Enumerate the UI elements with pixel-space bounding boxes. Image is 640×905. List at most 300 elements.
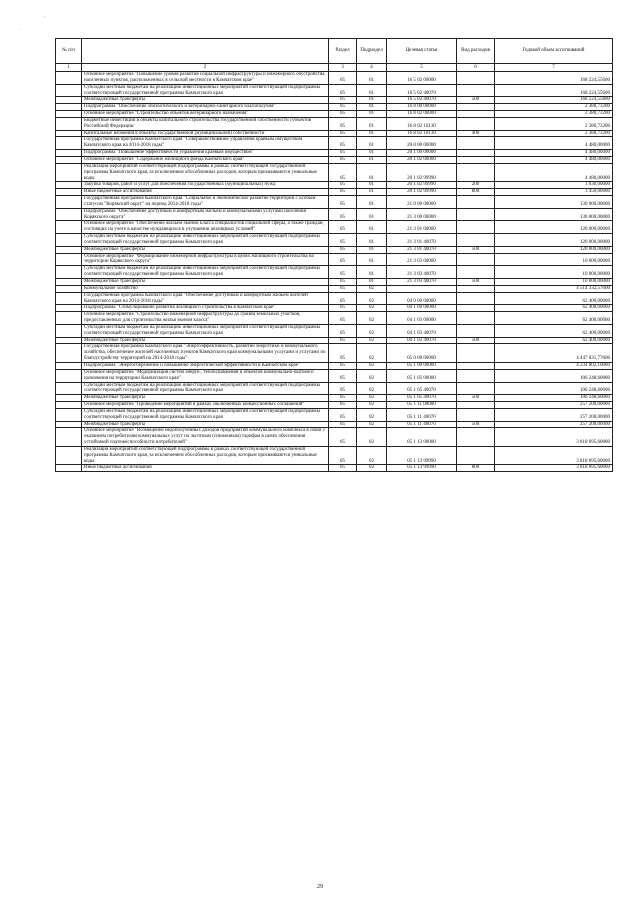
row-podrazdel-cell: 01: [357, 279, 387, 286]
row-razdel-cell: 05: [329, 421, 357, 428]
row-number-cell: [56, 208, 82, 221]
row-podrazdel-cell: 01: [357, 221, 387, 234]
row-csr-cell: 20 1 02 99990: [387, 189, 457, 196]
table-row: [56, 292, 613, 305]
row-csr-cell: 05 1 11 40070: [387, 421, 457, 428]
row-name-cell: Капитальные вложения в объекты государственной (муниципальной) собственности: [82, 130, 329, 137]
row-podrazdel-cell: 02: [357, 305, 387, 312]
row-podrazdel-cell: 02: [357, 362, 387, 369]
row-number-cell: [56, 312, 82, 325]
row-sum-cell: 10 000,00000: [495, 253, 613, 266]
row-vr-cell: [457, 408, 495, 421]
row-razdel-cell: 05: [329, 465, 357, 472]
row-csr-cell: 05 1 05 40070: [387, 382, 457, 395]
table-row: [56, 246, 613, 253]
row-podrazdel-cell: 01: [357, 163, 387, 182]
row-sum-cell: 4 480,00000: [495, 137, 613, 150]
header-name: [82, 39, 329, 64]
row-csr-cell: 04 1 03 40070: [387, 324, 457, 337]
row-csr-cell: 21 3 03 00000: [387, 253, 457, 266]
row-podrazdel-cell: 01: [357, 84, 387, 97]
row-sum-cell: 257 200,00000: [495, 421, 613, 428]
row-sum-cell: 4 480,00000: [495, 156, 613, 163]
table-row: [56, 150, 613, 157]
header-csr: Целевая статья: [387, 39, 457, 64]
row-vr-cell: [457, 156, 495, 163]
row-number-cell: [56, 369, 82, 382]
row-razdel-cell: 05: [329, 312, 357, 325]
row-name-cell: Подпрограмма "Обеспечение эпизоотического и ветеринарно-санитарного благополучия": [82, 104, 329, 111]
row-csr-cell: 05 1 05 40070: [387, 395, 457, 402]
row-name-cell: Субсидии местным бюджетам на реализацию инвестиционных мероприятий соответствующей подпрограммы соответствующей государственной программы Камчатского края: [82, 408, 329, 421]
row-podrazdel-cell: 02: [357, 428, 387, 447]
row-razdel-cell: 05: [329, 344, 357, 363]
row-vr-cell: [457, 104, 495, 111]
row-csr-cell: 16 5 02 00000: [387, 72, 457, 85]
row-vr-cell: 400: [457, 130, 495, 137]
row-csr-cell: 21 0 00 00000: [387, 196, 457, 209]
table-row: [56, 421, 613, 428]
row-razdel-cell: 05: [329, 182, 357, 189]
row-csr-cell: 04 1 03 00000: [387, 312, 457, 325]
header-razdel: Раздел: [329, 39, 357, 64]
table-row: [56, 111, 613, 118]
row-vr-cell: 500: [457, 97, 495, 104]
row-number-cell: [56, 362, 82, 369]
row-podrazdel-cell: 01: [357, 104, 387, 111]
row-vr-cell: 500: [457, 337, 495, 344]
row-razdel-cell: 05: [329, 189, 357, 196]
row-name-cell: Субсидии местным бюджетам на реализацию инвестиционных мероприятий соответствующей подпрограммы соответствующей государственной программы Камчатского края: [82, 84, 329, 97]
row-razdel-cell: 05: [329, 84, 357, 97]
row-name-cell: Государственная программа Камчатского края "Социальное и экономическое развитие территории с особым статусом "Корякский округ" на период 2014-2018 годы": [82, 196, 329, 209]
row-vr-cell: [457, 324, 495, 337]
table-row: [56, 84, 613, 97]
row-razdel-cell: 05: [329, 279, 357, 286]
table-row: [56, 163, 613, 182]
row-csr-cell: 21 3 03 40070: [387, 279, 457, 286]
table-row: [56, 446, 613, 465]
header-podrazdel: Подраздел: [357, 39, 387, 64]
row-csr-cell: 20 1 02 99990: [387, 182, 457, 189]
header-num: № п/п: [56, 39, 82, 64]
row-sum-cell: 2 380,73200: [495, 104, 613, 111]
row-podrazdel-cell: 01: [357, 208, 387, 221]
row-podrazdel-cell: 01: [357, 189, 387, 196]
row-podrazdel-cell: 01: [357, 137, 387, 150]
row-name-cell: Основное мероприятие "Формирование инженерной инфраструктуры в целях жилищного строительства на территории Корякского округа": [82, 253, 329, 266]
row-razdel-cell: 05: [329, 221, 357, 234]
scan-mark: ·: [44, 14, 46, 20]
row-vr-cell: [457, 402, 495, 409]
row-razdel-cell: 05: [329, 408, 357, 421]
row-sum-cell: 106 248,60000: [495, 395, 613, 402]
row-vr-cell: [457, 362, 495, 369]
row-name-cell: Иные бюджетные ассигнования: [82, 465, 329, 472]
row-vr-cell: [457, 253, 495, 266]
row-vr-cell: 800: [457, 465, 495, 472]
row-vr-cell: [457, 234, 495, 247]
row-podrazdel-cell: 02: [357, 382, 387, 395]
row-sum-cell: 130 000,00000: [495, 196, 613, 209]
budget-table: [55, 38, 613, 472]
row-podrazdel-cell: 01: [357, 72, 387, 85]
row-name-cell: Субсидии местным бюджетам на реализацию инвестиционных мероприятий соответствующей подпрограммы соответствующей государственной программы Камчатского края: [82, 266, 329, 279]
header-number: 4: [357, 64, 387, 72]
row-sum-cell: 257 200,00000: [495, 408, 613, 421]
table-row: [56, 279, 613, 286]
row-name-cell: Основное мероприятие "Проведение мероприятий в рамках заключенных концессионных соглашений": [82, 402, 329, 409]
table-row: [56, 465, 613, 472]
row-name-cell: Основное мероприятие "Повышение уровня развития социальной инфраструктуры и инженерного обустройства населенных пунктов, расположенных в сельской местности в Камчатском крае": [82, 72, 329, 85]
table-row: [56, 234, 613, 247]
row-sum-cell: 130 000,00000: [495, 208, 613, 221]
row-sum-cell: 120 000,00000: [495, 234, 613, 247]
row-number-cell: [56, 163, 82, 182]
row-podrazdel-cell: 02: [357, 408, 387, 421]
table-row: [56, 137, 613, 150]
row-podrazdel-cell: 02: [357, 369, 387, 382]
row-razdel-cell: 05: [329, 362, 357, 369]
row-podrazdel-cell: 01: [357, 111, 387, 118]
row-razdel-cell: 05: [329, 395, 357, 402]
row-csr-cell: 21 3 01 40070: [387, 234, 457, 247]
row-vr-cell: 500: [457, 246, 495, 253]
row-razdel-cell: 05: [329, 246, 357, 253]
table-row: [56, 408, 613, 421]
row-name-cell: Основное мероприятие "Обеспечение жильем эконом класса специалистов социальной сферы, а также граждан, состоящих на учете в качестве нуждающихся в улучшении жилищных условий": [82, 221, 329, 234]
row-number-cell: [56, 156, 82, 163]
row-podrazdel-cell: 01: [357, 97, 387, 104]
row-number-cell: [56, 111, 82, 118]
row-number-cell: [56, 324, 82, 337]
row-name-cell: Подпрограмма "Энергосбережение и повышение энергетической эффективности в Камчатском крае": [82, 362, 329, 369]
row-number-cell: [56, 234, 82, 247]
row-vr-cell: [457, 72, 495, 85]
row-razdel-cell: 05: [329, 97, 357, 104]
row-sum-cell: 10 000,00000: [495, 279, 613, 286]
row-csr-cell: 20 0 00 00000: [387, 137, 457, 150]
row-podrazdel-cell: 02: [357, 446, 387, 465]
table-row: [56, 324, 613, 337]
header-number: 2: [82, 64, 329, 72]
header-number-row: [56, 64, 613, 72]
row-razdel-cell: 05: [329, 266, 357, 279]
row-name-cell: Подпрограмма "Стимулирование развития жилищного строительства в Камчатском крае": [82, 305, 329, 312]
row-sum-cell: 168 224,55600: [495, 84, 613, 97]
row-number-cell: [56, 150, 82, 157]
row-razdel-cell: 05: [329, 72, 357, 85]
scan-mark-2: .: [20, 27, 22, 32]
row-sum-cell: 3 818 695,60000: [495, 465, 613, 472]
row-sum-cell: 3 818 695,60000: [495, 428, 613, 447]
row-name-cell: Межбюджетные трансферты: [82, 395, 329, 402]
row-number-cell: [56, 72, 82, 85]
row-podrazdel-cell: 02: [357, 324, 387, 337]
row-name-cell: Подпрограмма "Обеспечение доступным и комфортным жильем и коммунальными услугами населения Корякского округа": [82, 208, 329, 221]
row-name-cell: Субсидии местным бюджетам на реализацию инвестиционных мероприятий соответствующей подпрограммы соответствующей государственной программы Камчатского края: [82, 382, 329, 395]
row-number-cell: [56, 279, 82, 286]
row-number-cell: [56, 253, 82, 266]
row-number-cell: [56, 196, 82, 209]
row-csr-cell: 16 8 02 10130: [387, 117, 457, 130]
row-sum-cell: 2 380,73200: [495, 130, 613, 137]
row-razdel-cell: 05: [329, 428, 357, 447]
table-row: [56, 428, 613, 447]
row-number-cell: [56, 117, 82, 130]
row-razdel-cell: 05: [329, 150, 357, 157]
row-razdel-cell: 05: [329, 292, 357, 305]
row-sum-cell: 2 380,73200: [495, 111, 613, 118]
row-name-cell: Субсидии местным бюджетам на реализацию инвестиционных мероприятий соответствующей подпрограммы соответствующей государственной программы Камчатского края: [82, 234, 329, 247]
row-number-cell: [56, 446, 82, 465]
row-vr-cell: [457, 84, 495, 97]
table-row: [56, 221, 613, 234]
row-csr-cell: 05 1 13 00000: [387, 428, 457, 447]
row-csr-cell: [387, 285, 457, 292]
row-vr-cell: [457, 137, 495, 150]
row-name-cell: Межбюджетные трансферты: [82, 246, 329, 253]
row-sum-cell: 4 447 031,77600: [495, 344, 613, 363]
row-vr-cell: 200: [457, 182, 495, 189]
row-name-cell: Межбюджетные трансферты: [82, 337, 329, 344]
row-vr-cell: 500: [457, 421, 495, 428]
row-razdel-cell: 05: [329, 111, 357, 118]
row-razdel-cell: 05: [329, 196, 357, 209]
table-row: [56, 402, 613, 409]
row-podrazdel-cell: 02: [357, 292, 387, 305]
row-csr-cell: 20 1 02 99990: [387, 163, 457, 182]
row-number-cell: [56, 292, 82, 305]
row-number-cell: [56, 285, 82, 292]
row-csr-cell: 21 3 00 00000: [387, 208, 457, 221]
row-csr-cell: 05 1 00 00000: [387, 362, 457, 369]
row-vr-cell: [457, 312, 495, 325]
table-row: [56, 344, 613, 363]
row-razdel-cell: 05: [329, 156, 357, 163]
row-podrazdel-cell: 01: [357, 266, 387, 279]
table-row: [56, 196, 613, 209]
table-row: [56, 72, 613, 85]
table-row: [56, 117, 613, 130]
row-name-cell: Основное мероприятие "Содержание жилищного фонда Камчатского края": [82, 156, 329, 163]
table-row: [56, 182, 613, 189]
row-name-cell: Межбюджетные трансферты: [82, 279, 329, 286]
row-number-cell: [56, 266, 82, 279]
row-vr-cell: 500: [457, 279, 495, 286]
row-sum-cell: 2 380,73200: [495, 117, 613, 130]
row-csr-cell: 05 1 11 40070: [387, 408, 457, 421]
row-podrazdel-cell: 01: [357, 117, 387, 130]
row-name-cell: Основное мероприятие "Возмещение недополученных доходов предприятий коммунального комплекса в связи с оказанием потребителям коммунальных услуг по льготным (сниженным) тарифам в целях обеспечения устойчивой платежеспособности потребителей": [82, 428, 329, 447]
row-vr-cell: [457, 208, 495, 221]
table-row: [56, 156, 613, 163]
row-razdel-cell: 05: [329, 305, 357, 312]
row-number-cell: [56, 421, 82, 428]
row-razdel-cell: 05: [329, 117, 357, 130]
row-name-cell: Коммунальное хозяйство: [82, 285, 329, 292]
row-podrazdel-cell: 02: [357, 421, 387, 428]
row-sum-cell: 62 400,00000: [495, 312, 613, 325]
row-vr-cell: [457, 292, 495, 305]
row-razdel-cell: 05: [329, 324, 357, 337]
row-sum-cell: 168 224,55600: [495, 97, 613, 104]
row-razdel-cell: 05: [329, 382, 357, 395]
row-number-cell: [56, 104, 82, 111]
page-number: 29: [317, 884, 323, 890]
row-number-cell: [56, 428, 82, 447]
header-number: 7: [495, 64, 613, 72]
row-name-cell: Государственная программа Камчатского края "Совершенствование управления краевым имуществом Камчатского края на 2014-2018 годы": [82, 137, 329, 150]
row-number-cell: [56, 305, 82, 312]
row-podrazdel-cell: 02: [357, 312, 387, 325]
row-podrazdel-cell: 02: [357, 465, 387, 472]
row-podrazdel-cell: 01: [357, 130, 387, 137]
row-razdel-cell: 05: [329, 285, 357, 292]
row-name-cell: Реализация мероприятий соответствующей подпрограммы в рамках соответствующей государственной программы Камчатского края, за исключением обособленных расходов, которым присваиваются уникальные коды: [82, 446, 329, 465]
table-row: [56, 104, 613, 111]
row-name-cell: Межбюджетные трансферты: [82, 97, 329, 104]
row-razdel-cell: 05: [329, 130, 357, 137]
row-sum-cell: 4 480,00000: [495, 150, 613, 157]
row-csr-cell: 21 3 01 40070: [387, 246, 457, 253]
row-vr-cell: [457, 446, 495, 465]
table-row: [56, 382, 613, 395]
header-number: 6: [457, 64, 495, 72]
row-sum-cell: 1 030,00000: [495, 182, 613, 189]
row-name-cell: Основное мероприятие "Строительство инженерной инфраструктуры до границ земельных участков, предоставленных для строительства жилья эконом класса": [82, 312, 329, 325]
row-sum-cell: 4 234 802,10000: [495, 362, 613, 369]
row-vr-cell: [457, 428, 495, 447]
table-body: [56, 72, 613, 472]
table-row: [56, 362, 613, 369]
table-row: [56, 253, 613, 266]
row-sum-cell: 10 000,00000: [495, 266, 613, 279]
row-razdel-cell: 05: [329, 446, 357, 465]
row-csr-cell: 04 1 00 00000: [387, 305, 457, 312]
row-csr-cell: 05 1 11 00000: [387, 402, 457, 409]
row-podrazdel-cell: 01: [357, 196, 387, 209]
row-vr-cell: [457, 163, 495, 182]
row-razdel-cell: 05: [329, 163, 357, 182]
row-razdel-cell: 05: [329, 369, 357, 382]
row-sum-cell: 120 000,00000: [495, 246, 613, 253]
row-vr-cell: 500: [457, 395, 495, 402]
row-name-cell: Закупка товаров, работ и услуг для обеспечения государственных (муниципальных) нужд: [82, 182, 329, 189]
row-sum-cell: 3 450,00000: [495, 189, 613, 196]
row-number-cell: [56, 395, 82, 402]
table-row: [56, 285, 613, 292]
row-vr-cell: [457, 285, 495, 292]
header-number: 3: [329, 64, 357, 72]
row-podrazdel-cell: 02: [357, 402, 387, 409]
row-csr-cell: 04 0 00 00000: [387, 292, 457, 305]
row-csr-cell: 05 1 13 99990: [387, 446, 457, 465]
row-sum-cell: 106 248,60000: [495, 382, 613, 395]
table-row: [56, 305, 613, 312]
row-podrazdel-cell: 01: [357, 234, 387, 247]
table-row: [56, 208, 613, 221]
row-podrazdel-cell: 02: [357, 285, 387, 292]
table-row: [56, 130, 613, 137]
row-vr-cell: [457, 117, 495, 130]
row-podrazdel-cell: 02: [357, 337, 387, 344]
header-sum: Годовой объем ассигнований: [495, 39, 613, 64]
row-sum-cell: 62 400,00000: [495, 292, 613, 305]
row-number-cell: [56, 382, 82, 395]
row-sum-cell: 257 200,00000: [495, 402, 613, 409]
row-podrazdel-cell: 01: [357, 156, 387, 163]
row-name-cell: Субсидии местным бюджетам на реализацию инвестиционных мероприятий соответствующей подпрограммы соответствующей государственной программы Камчатского края: [82, 324, 329, 337]
row-name-cell: Межбюджетные трансферты: [82, 421, 329, 428]
row-csr-cell: 16 5 02 40070: [387, 97, 457, 104]
row-razdel-cell: 05: [329, 208, 357, 221]
table-header: [56, 39, 613, 72]
row-csr-cell: 04 1 03 40070: [387, 337, 457, 344]
row-vr-cell: [457, 382, 495, 395]
row-number-cell: [56, 246, 82, 253]
row-sum-cell: 106 248,60000: [495, 369, 613, 382]
row-vr-cell: [457, 221, 495, 234]
header-number: 5: [387, 64, 457, 72]
row-vr-cell: [457, 344, 495, 363]
row-sum-cell: 3 818 695,60000: [495, 446, 613, 465]
row-csr-cell: 20 1 00 00000: [387, 150, 457, 157]
row-razdel-cell: 05: [329, 402, 357, 409]
row-razdel-cell: 05: [329, 337, 357, 344]
table-row: [56, 189, 613, 196]
row-sum-cell: 62 400,00000: [495, 324, 613, 337]
table-row: [56, 97, 613, 104]
table-row: [56, 369, 613, 382]
row-sum-cell: 62 400,00000: [495, 337, 613, 344]
row-vr-cell: [457, 305, 495, 312]
row-csr-cell: 16 8 00 00000: [387, 104, 457, 111]
row-csr-cell: 16 8 02 00000: [387, 111, 457, 118]
row-sum-cell: 4 514 332,57600: [495, 285, 613, 292]
row-vr-cell: 800: [457, 189, 495, 196]
row-number-cell: [56, 189, 82, 196]
row-name-cell: Иные бюджетные ассигнования: [82, 189, 329, 196]
row-podrazdel-cell: 02: [357, 395, 387, 402]
row-razdel-cell: 05: [329, 253, 357, 266]
row-sum-cell: 62 400,00000: [495, 305, 613, 312]
row-razdel-cell: 05: [329, 137, 357, 150]
row-name-cell: Государственная программа Камчатского края "Энергоэффективность, развитие энергетики и коммунального хозяйства, обеспечение жителей населенных пунктов Камчатского края коммунальными услугами и услугами по благоустройству территорий на 2014-2018 годы": [82, 344, 329, 363]
row-number-cell: [56, 84, 82, 97]
row-number-cell: [56, 130, 82, 137]
row-name-cell: Государственная программа Камчатского края "Обеспечение доступным и комфортным жильем жителей Камчатского края на 2014-2018 годы": [82, 292, 329, 305]
row-vr-cell: [457, 150, 495, 157]
row-podrazdel-cell: 01: [357, 182, 387, 189]
row-name-cell: Подпрограмма "Повышение эффективности управления краевым имуществом": [82, 150, 329, 157]
row-podrazdel-cell: 01: [357, 253, 387, 266]
row-sum-cell: 168 224,55600: [495, 72, 613, 85]
table-row: [56, 395, 613, 402]
row-number-cell: [56, 137, 82, 150]
row-number-cell: [56, 182, 82, 189]
table-row: [56, 312, 613, 325]
row-vr-cell: [457, 369, 495, 382]
row-csr-cell: 21 3 01 00000: [387, 221, 457, 234]
header-number: 1: [56, 64, 82, 72]
row-number-cell: [56, 337, 82, 344]
row-vr-cell: [457, 266, 495, 279]
row-number-cell: [56, 402, 82, 409]
row-csr-cell: 21 3 03 40070: [387, 266, 457, 279]
row-podrazdel-cell: 01: [357, 150, 387, 157]
row-razdel-cell: 05: [329, 234, 357, 247]
